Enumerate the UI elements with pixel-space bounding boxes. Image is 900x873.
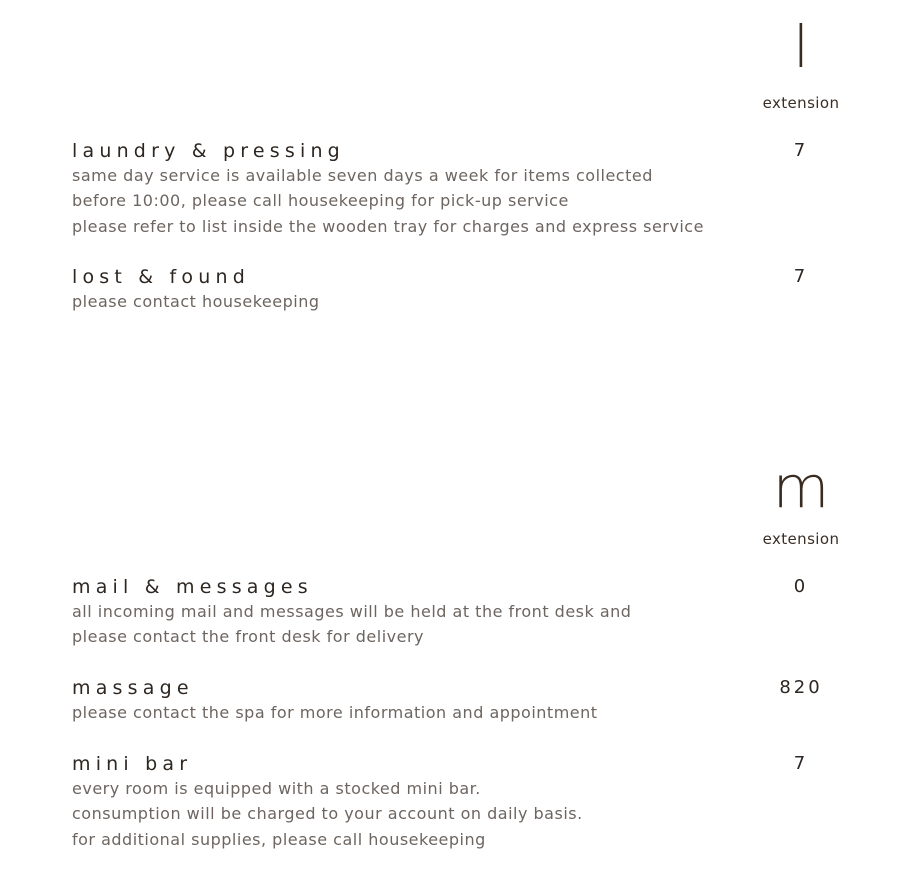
entry-mini-bar (72, 752, 872, 852)
entry-title: mail & messages (72, 576, 313, 598)
description-line: every room is equipped with a stocked mini bar. (72, 779, 481, 798)
description-line: please contact the front desk for delivery (72, 627, 424, 647)
description-line: please contact housekeeping (72, 292, 320, 311)
extension-number: 7 (793, 753, 809, 774)
description-line: all incoming mail and messages will be held at the front desk and (72, 602, 632, 621)
extension-number: 7 (793, 266, 809, 287)
extension-header-l: extension (762, 94, 840, 112)
extension-number: 0 (793, 576, 809, 597)
entry-title: lost & found (72, 266, 251, 288)
entry-title: mini bar (72, 753, 193, 775)
description-line: consumption will be charged to your account on daily basis. (72, 804, 583, 824)
section-letter-m: m (772, 453, 830, 521)
description-line: before 10:00, please call housekeeping for pick-up service (72, 191, 569, 211)
entry-lost-found (72, 265, 872, 314)
description-line: please contact the spa for more information and appointment (72, 703, 598, 722)
section-letter-l: l (792, 13, 810, 81)
entry-title: laundry & pressing (72, 140, 345, 162)
entry-laundry-pressing (72, 139, 872, 239)
extension-number: 7 (793, 140, 809, 161)
description-line: same day service is available seven days a week for items collected (72, 166, 653, 185)
entry-mail-messages (72, 575, 872, 650)
description-line: for additional supplies, please call housekeeping (72, 829, 486, 849)
entry-massage (72, 676, 872, 725)
entry-title: massage (72, 677, 194, 699)
description-line: please refer to list inside the wooden tray for charges and express service (72, 216, 704, 236)
extension-header-m: extension (762, 530, 840, 548)
extension-number: 820 (779, 677, 823, 698)
